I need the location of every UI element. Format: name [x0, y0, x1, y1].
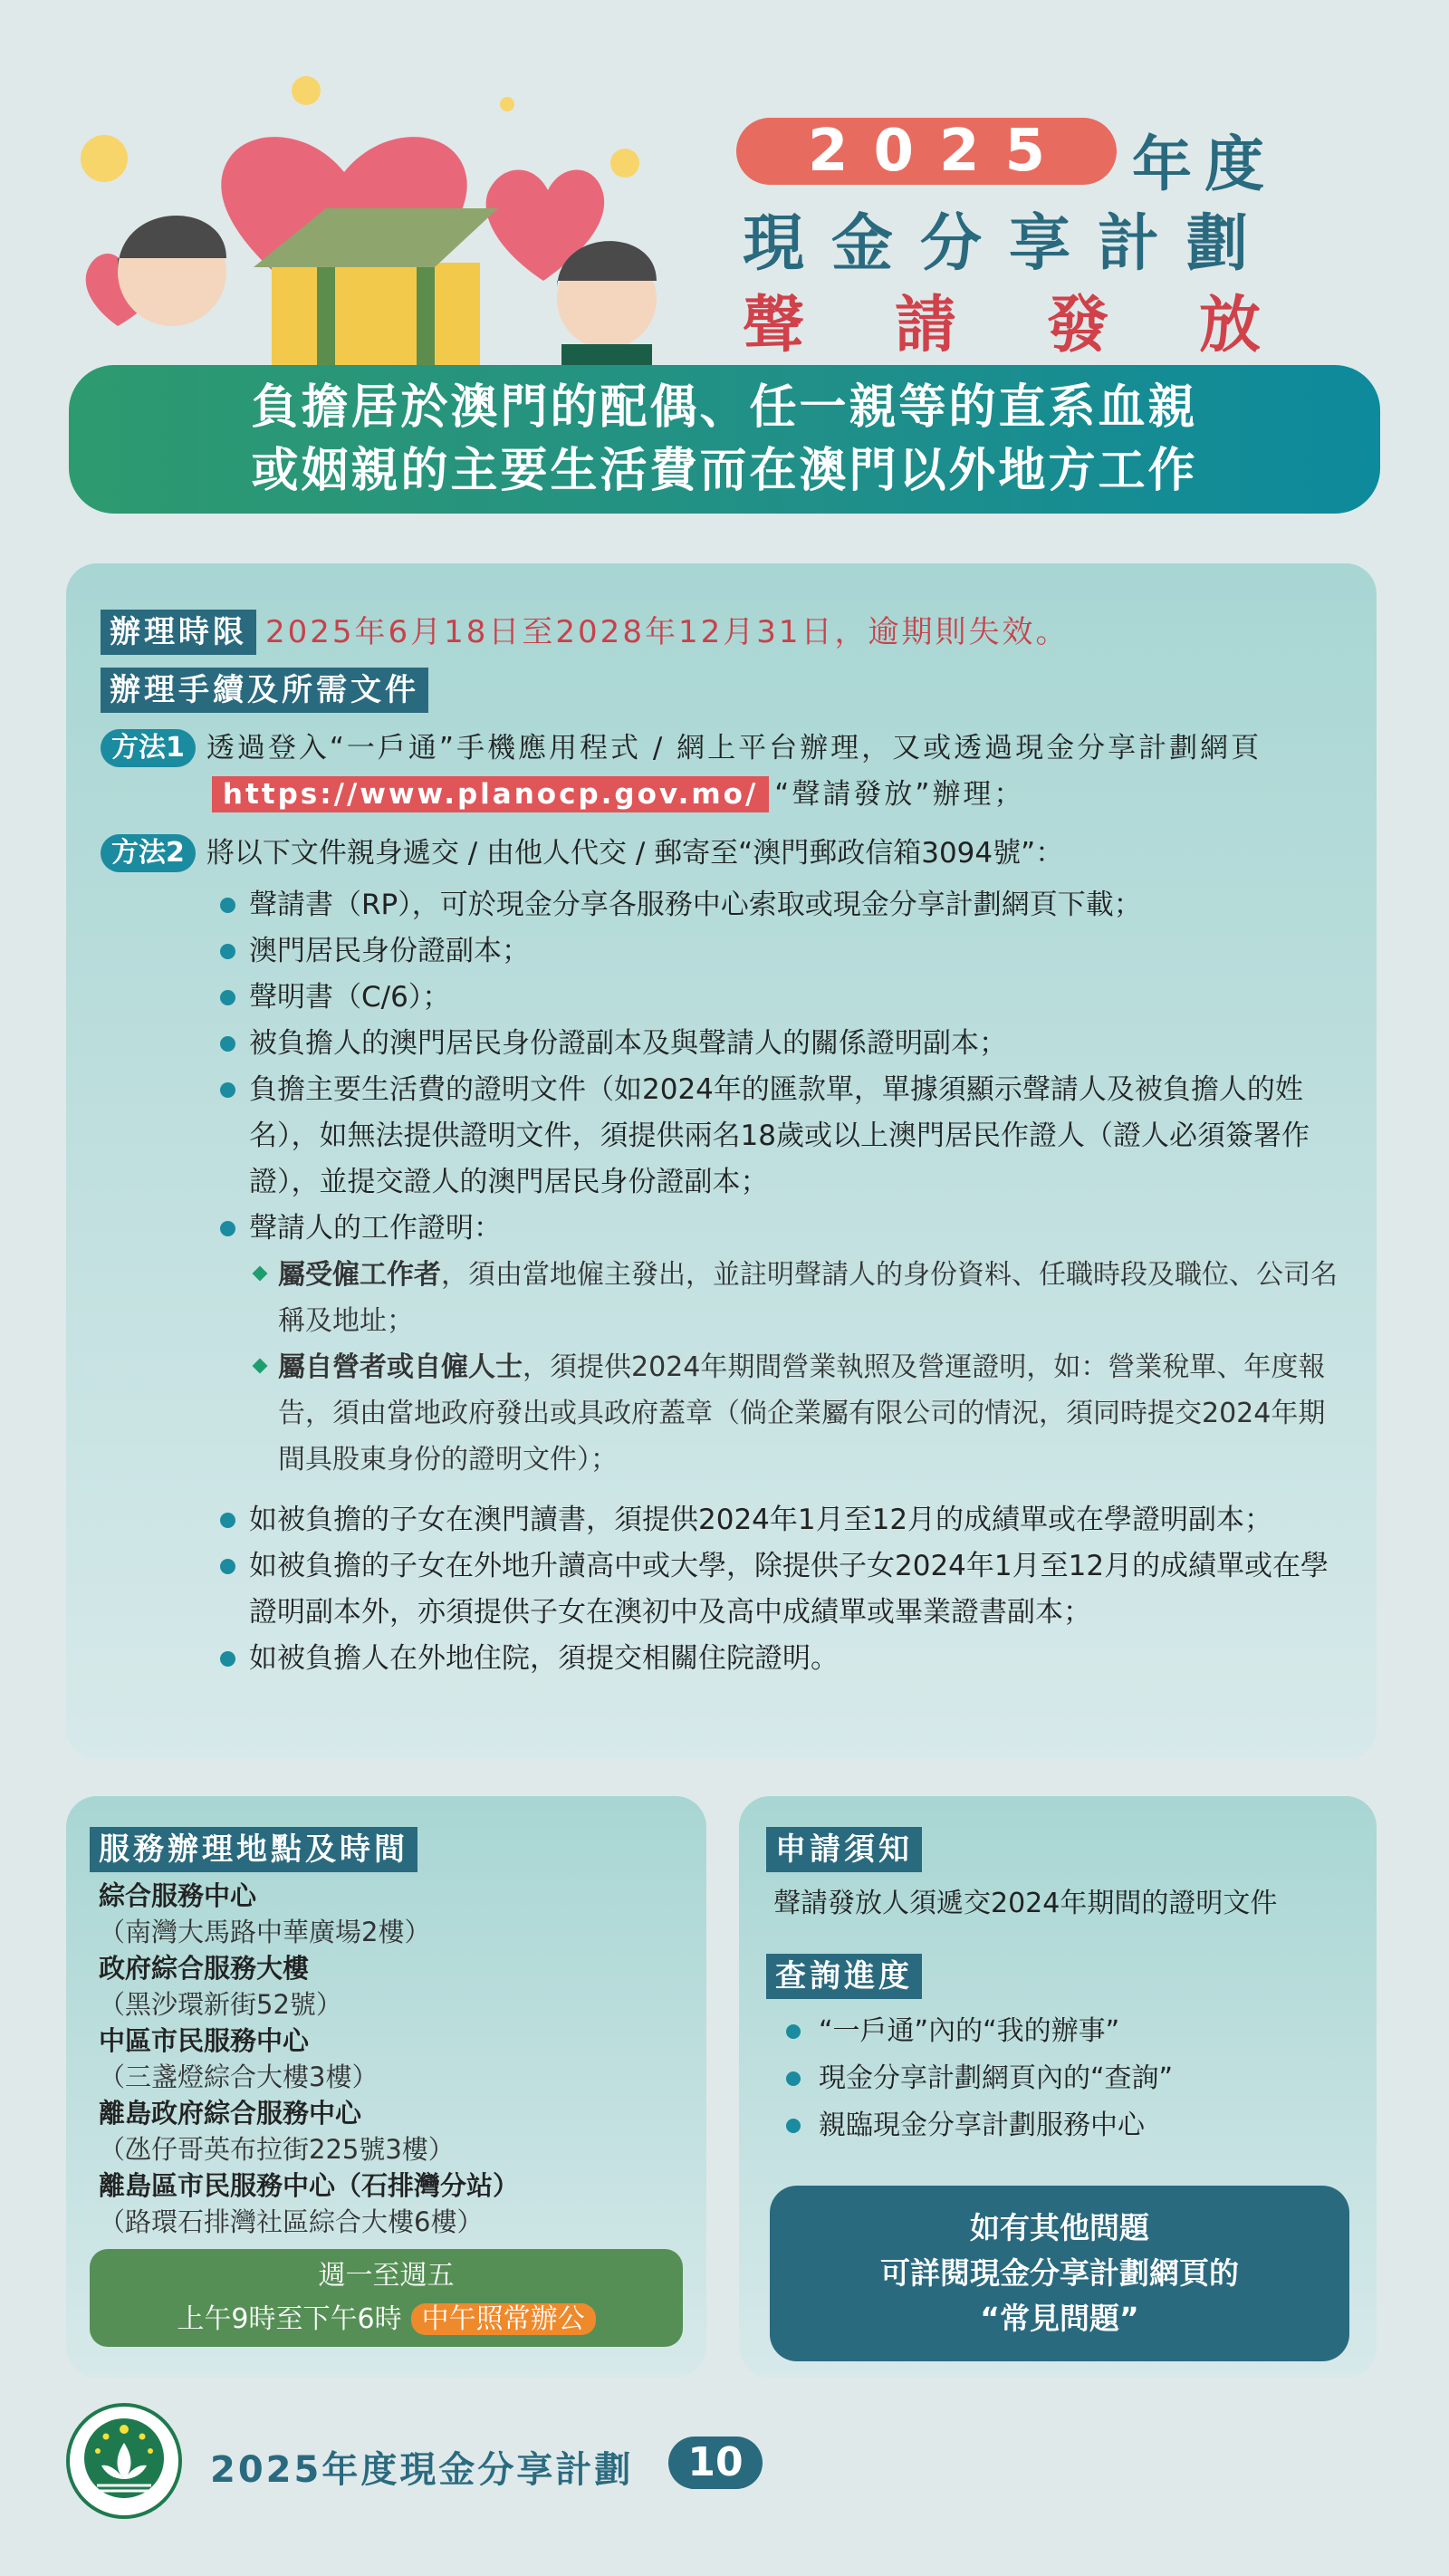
sub-item-text: ，須由當地僱主發出，並註明聲請人的身份資料、任職時段及職位、公司名稱及地址；	[278, 1259, 1338, 1337]
list-item: 現金分享計劃網頁內的“查詢”	[786, 2055, 1349, 2102]
progress-label: 查詢進度	[766, 1954, 922, 1999]
sub-item-bold: 屬自營者或自僱人士	[278, 1351, 523, 1383]
macau-emblem	[65, 2402, 183, 2520]
list-item: 如被負擔的子女在外地升讀高中或大學，除提供子女2024年1月至12月的成績單或在學證明副本外，亦須提供子女在澳初中及高中成績單或畢業證書副本；	[216, 1543, 1344, 1636]
plan-title: 現金分享計劃	[743, 208, 1276, 280]
header-illustration	[54, 63, 706, 371]
deadline-row	[101, 607, 1344, 655]
location-address: （黑沙環新街52號）	[99, 1989, 342, 2020]
page-number: 10	[668, 2437, 763, 2489]
method-tag: 方法2	[101, 834, 196, 872]
location-address: （三盞燈綜合大樓3樓）	[99, 2062, 379, 2092]
procedure-label: 辦理手續及所需文件	[101, 668, 428, 713]
method-2	[101, 831, 1344, 877]
faq-line: 如有其他問題	[970, 2210, 1149, 2245]
method-text: “聲請發放”辦理；	[774, 778, 1025, 811]
locations-panel	[66, 1796, 706, 2378]
faq-line: “常見問題”	[980, 2301, 1139, 2336]
banner-line: 負擔居於澳門的配偶、任一親等的直系血親	[251, 380, 1198, 435]
notice-text: 聲請發放人須遞交2024年期間的證明文件	[773, 1888, 1278, 1919]
office-time: 上午9時至下午6時	[177, 2303, 402, 2335]
list-item: 如被負擔的子女在澳門讀書，須提供2024年1月至12月的成績單或在學證明副本；	[216, 1497, 1344, 1543]
website-link[interactable]: https://www.planocp.gov.mo/	[212, 776, 769, 812]
document-list	[216, 882, 1344, 1682]
year-badge: 2025	[736, 118, 1117, 185]
sub-item-text: ，須提供2024年期間營業執照及營運證明，如：營業稅單、年度報告，須由當地政府發出或具政府蓋章（倘企業屬有限公司的情況，須同時提交2024年期間具股東身份的證明文件）；	[278, 1351, 1326, 1475]
sub-item-bold: 屬受僱工作者	[278, 1259, 441, 1291]
locations-label: 服務辦理地點及時間	[90, 1827, 417, 1872]
list-item	[216, 1206, 1344, 1483]
year-suffix: 年度	[1132, 130, 1277, 199]
location-name: 中區市民服務中心	[99, 2025, 310, 2056]
faq-line: 可詳閱現金分享計劃網頁的	[880, 2255, 1239, 2291]
location-address: （南灣大馬路中華廣場2樓）	[99, 1917, 431, 1947]
location-name: 離島區市民服務中心（石排灣分站）	[99, 2170, 520, 2201]
progress-list	[786, 2008, 1349, 2149]
list-item: 聲明書（C/6）；	[216, 975, 1344, 1021]
list-text: 聲請人的工作證明：	[249, 1212, 502, 1245]
deadline-text: 2025年6月18日至2028年12月31日，逾期則失效。	[265, 614, 1070, 650]
list-item: 聲請書（RP），可於現金分享各服務中心索取或現金分享計劃網頁下載；	[216, 882, 1344, 928]
procedure-panel	[66, 563, 1377, 1759]
location-address: （氹仔哥英布拉街225號3樓）	[99, 2134, 455, 2165]
list-item: 如被負擔人在外地住院，須提交相關住院證明。	[216, 1636, 1344, 1682]
location-name: 離島政府綜合服務中心	[99, 2098, 362, 2129]
claim-title: 聲請發放	[743, 290, 1352, 361]
noon-badge: 中午照常辦公	[411, 2303, 596, 2335]
list-item: 負擔主要生活費的證明文件（如2024年的匯款單，單據須顯示聲請人及被負擔人的姓名），如無法提供證明文件，須提供兩名18歲或以上澳門居民作證人（證人必須簽署作證），並提交證人的澳門居民身份證副本；	[216, 1067, 1344, 1206]
work-proof-list	[249, 1252, 1344, 1483]
location-name: 綜合服務中心	[99, 1880, 257, 1911]
banner-line: 或姻親的主要生活費而在澳門以外地方工作	[251, 444, 1198, 498]
faq-box	[770, 2186, 1349, 2361]
gift-box	[272, 263, 480, 371]
office-hours	[90, 2249, 683, 2347]
method-tag: 方法1	[101, 729, 196, 767]
list-item: 親臨現金分享計劃服務中心	[786, 2102, 1349, 2149]
list-item: 澳門居民身份證副本；	[216, 928, 1344, 975]
footer-title: 2025年度現金分享計劃	[210, 2449, 634, 2491]
deadline-label: 辦理時限	[101, 610, 256, 655]
location-address: （路環石排灣社區綜合大樓6樓）	[99, 2206, 484, 2237]
sub-item	[249, 1344, 1344, 1483]
method-1	[101, 726, 1344, 818]
method-text: 透過登入“一戶通”手機應用程式 / 網上平台辦理，又或透過現金分享計劃網頁	[206, 732, 1262, 764]
eligibility-banner	[69, 365, 1380, 514]
method-text: 將以下文件親身遞交 / 由他人代交 / 郵寄至“澳門郵政信箱3094號”：	[206, 837, 1064, 870]
office-days: 週一至週五	[318, 2260, 455, 2292]
list-item: “一戶通”內的“我的辦事”	[786, 2008, 1349, 2055]
sub-item	[249, 1252, 1344, 1344]
list-item: 被負擔人的澳門居民身份證副本及與聲請人的關係證明副本；	[216, 1021, 1344, 1067]
info-panel	[739, 1796, 1377, 2378]
notice-label: 申請須知	[766, 1827, 922, 1872]
location-name: 政府綜合服務大樓	[99, 1953, 310, 1984]
